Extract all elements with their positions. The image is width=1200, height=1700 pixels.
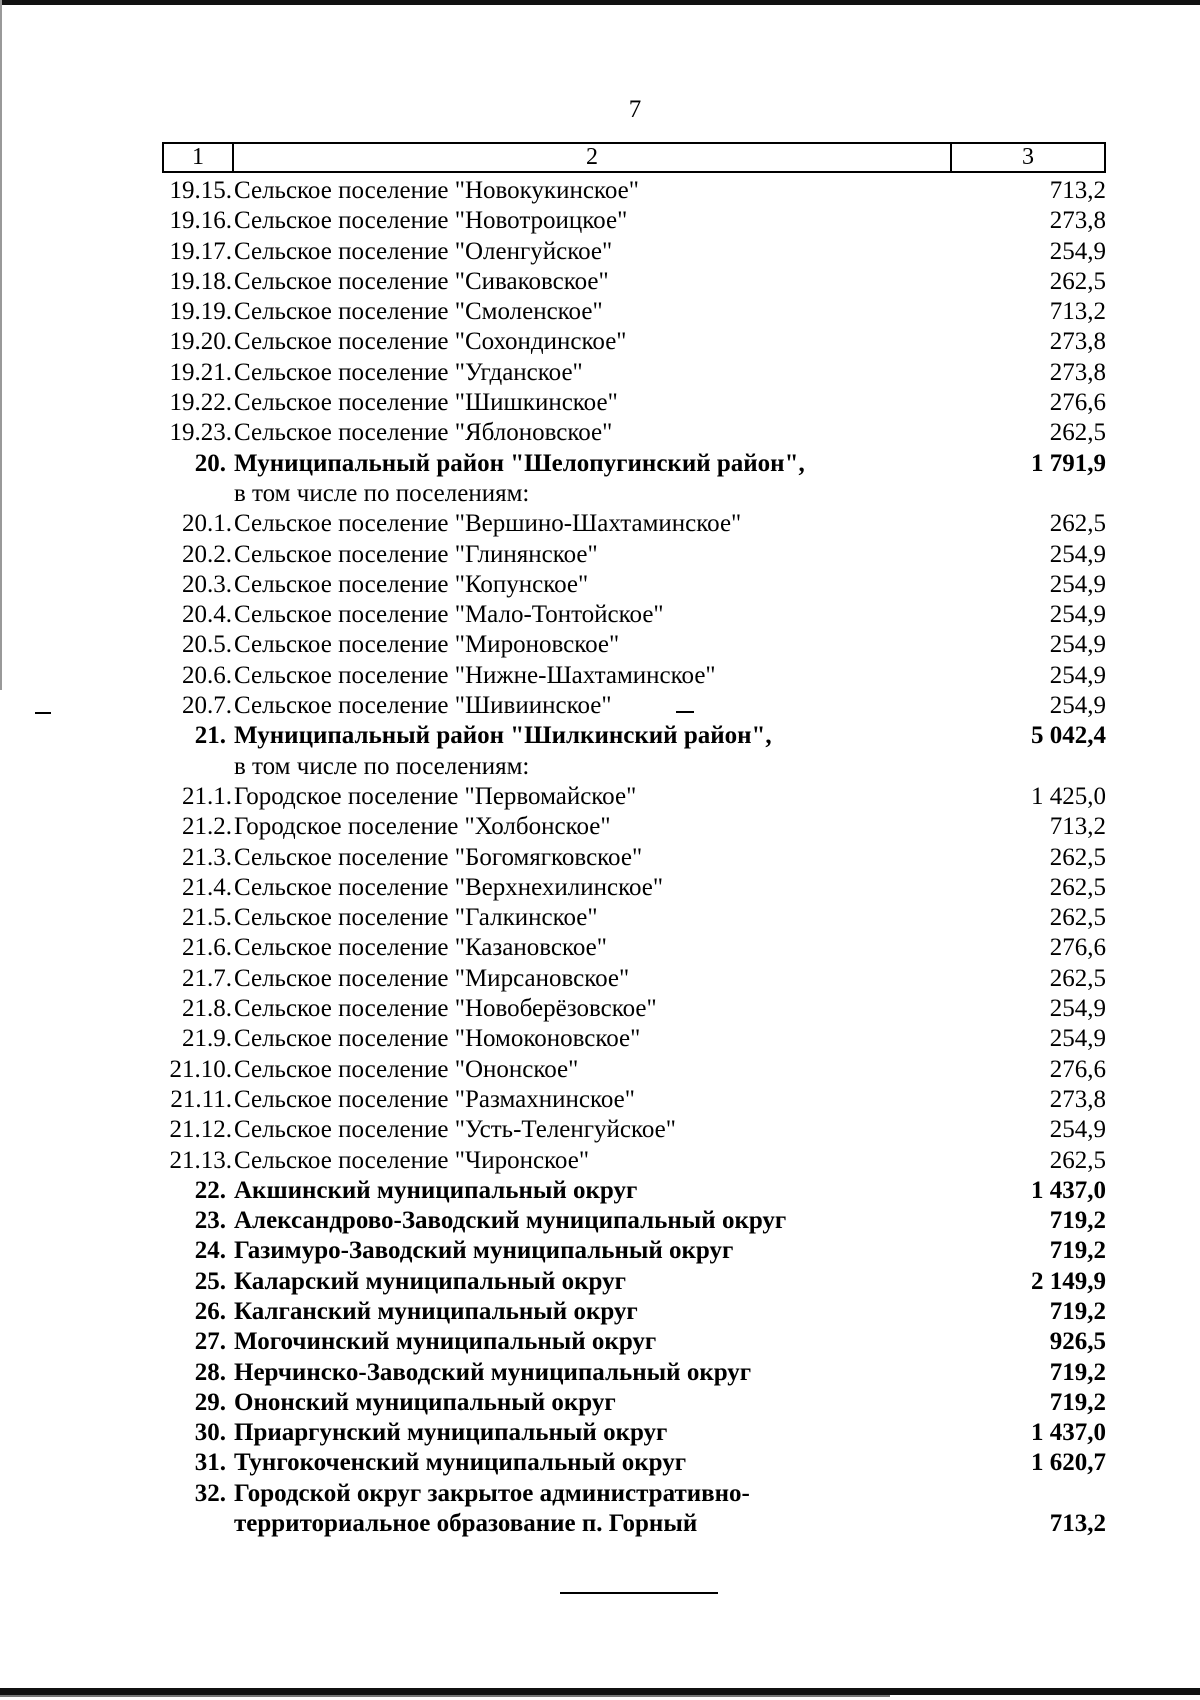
row-number: 20.2. (182, 540, 232, 568)
end-separator-line (560, 1592, 718, 1594)
table-row (162, 843, 1106, 873)
row-number: 21.1. (182, 782, 232, 810)
row-name: Газимуро-Заводский муниципальный округ (234, 1237, 734, 1265)
page-number: 7 (628, 96, 642, 123)
row-value: 926,5 (1049, 1328, 1106, 1356)
table-row (162, 903, 1106, 933)
row-value: 254,9 (1049, 570, 1106, 598)
row-value: 262,5 (1049, 964, 1106, 992)
row-value: 262,5 (1049, 873, 1106, 901)
table-row (162, 1176, 1106, 1206)
row-name: Сельское поселение "Шивиинское" (234, 692, 612, 720)
row-value: 1 437,0 (1031, 1176, 1106, 1204)
row-value: 1 791,9 (1031, 449, 1106, 477)
table-row (162, 509, 1106, 539)
table-row (162, 1146, 1106, 1176)
row-name: в том числе по поселениям: (234, 752, 530, 780)
row-value: 2 149,9 (1031, 1267, 1106, 1295)
table-row (162, 479, 1106, 509)
row-name: Могочинский муниципальный округ (234, 1328, 657, 1356)
table-row (162, 782, 1106, 812)
scan-edge-left (0, 0, 2, 690)
scan-edge-top (0, 0, 1200, 5)
row-name: Приаргунский муниципальный округ (234, 1419, 668, 1447)
row-value: 254,9 (1049, 1025, 1106, 1053)
row-number: 25. (194, 1267, 226, 1295)
row-name: Сельское поселение "Богомягковское" (234, 843, 643, 871)
row-value: 254,9 (1049, 601, 1106, 629)
row-name: Сельское поселение "Нижне-Шахтаминское" (234, 661, 716, 689)
table-row (162, 206, 1106, 236)
table-row (162, 1388, 1106, 1418)
row-number: 19.15. (169, 177, 232, 204)
row-number: 19.18. (169, 267, 232, 295)
row-value: 1 620,7 (1031, 1449, 1106, 1477)
row-number: 19.20. (169, 328, 232, 356)
header-col-2: 2 (234, 144, 952, 171)
row-value: 719,2 (1049, 1297, 1106, 1325)
row-number: 21.13. (169, 1146, 232, 1174)
scan-edge-bottom (0, 1688, 1200, 1695)
table-row (162, 297, 1106, 327)
row-name: Сельское поселение "Шишкинское" (234, 389, 618, 417)
table-row (162, 1085, 1106, 1115)
table-row (162, 1509, 1106, 1539)
row-value: 713,2 (1049, 1510, 1106, 1538)
row-name: Акшинский муниципальный округ (234, 1176, 638, 1204)
row-name: Ононский муниципальный округ (234, 1388, 616, 1416)
row-name: Каларский муниципальный округ (234, 1267, 626, 1295)
row-value: 254,9 (1049, 237, 1106, 265)
table-row (162, 327, 1106, 357)
table-row (162, 1297, 1106, 1327)
row-value: 719,2 (1049, 1207, 1106, 1235)
table-row (162, 237, 1106, 267)
row-name: Сельское поселение "Оленгуйское" (234, 237, 613, 265)
header-col-3: 3 (1022, 144, 1034, 170)
row-number: 21.8. (182, 995, 232, 1023)
row-name: Муниципальный район "Шилкинский район", (234, 722, 772, 750)
row-name: Сельское поселение "Верхнехилинское" (234, 873, 664, 901)
row-value: 273,8 (1049, 328, 1106, 356)
table-row (162, 933, 1106, 963)
row-number: 27. (194, 1328, 226, 1356)
scan-mark (35, 712, 51, 714)
row-number: 21.2. (182, 813, 232, 841)
table-row (162, 388, 1106, 418)
table-row (162, 1206, 1106, 1236)
row-number: 21.6. (182, 934, 232, 962)
row-number: 21.9. (182, 1025, 232, 1053)
table-row (162, 1418, 1106, 1448)
table-row (162, 873, 1106, 903)
row-name: Сельское поселение "Новотроицкое" (234, 207, 628, 235)
row-number: 24. (194, 1237, 226, 1265)
row-value: 262,5 (1049, 1146, 1106, 1174)
row-number: 23. (194, 1207, 226, 1235)
table-row (162, 1115, 1106, 1145)
row-number: 20.6. (182, 661, 232, 689)
row-value: 262,5 (1049, 510, 1106, 538)
row-value: 719,2 (1049, 1358, 1106, 1386)
row-value: 254,9 (1049, 661, 1106, 689)
scan-edge-bottom-shadow (0, 1695, 890, 1697)
row-name: Сельское поселение "Новоберёзовское" (234, 995, 657, 1023)
row-number: 21.12. (169, 1116, 232, 1144)
row-name: Муниципальный район "Шелопугинский район", (234, 449, 805, 477)
row-name: территориальное образование п. Горный (234, 1510, 698, 1538)
row-name: Нерчинско-Заводский муниципальный округ (234, 1358, 752, 1386)
row-value: 1 425,0 (1031, 782, 1106, 810)
row-number: 21.10. (169, 1055, 232, 1083)
table-row (162, 540, 1106, 570)
table-row (162, 1267, 1106, 1297)
row-name: Сельское поселение "Сохондинское" (234, 328, 627, 356)
row-name: Сельское поселение "Мироновское" (234, 631, 620, 659)
row-value: 276,6 (1049, 389, 1106, 417)
row-number: 26. (194, 1297, 226, 1325)
row-number: 19.21. (169, 358, 232, 386)
header-col-1: 1 (164, 144, 234, 171)
table-row (162, 1327, 1106, 1357)
row-number: 19.16. (169, 207, 232, 235)
row-number: 21. (194, 722, 226, 750)
row-name: Сельское поселение "Размахнинское" (234, 1085, 635, 1113)
row-name: Сельское поселение "Угданское" (234, 358, 583, 386)
row-number: 21.4. (182, 873, 232, 901)
row-number: 21.5. (182, 904, 232, 932)
row-number: 31. (194, 1449, 226, 1477)
row-name: Сельское поселение "Усть-Теленгуйское" (234, 1116, 676, 1144)
table-row (162, 1479, 1106, 1509)
row-name: Сельское поселение "Копунское" (234, 570, 589, 598)
row-value: 254,9 (1049, 631, 1106, 659)
table-row (162, 630, 1106, 660)
table-row (162, 176, 1106, 206)
table-row (162, 449, 1106, 479)
row-value: 254,9 (1049, 995, 1106, 1023)
row-name: Сельское поселение "Номоконовское" (234, 1025, 641, 1053)
table-row (162, 418, 1106, 448)
row-value: 273,8 (1049, 358, 1106, 386)
row-number: 21.7. (182, 964, 232, 992)
row-value: 262,5 (1049, 904, 1106, 932)
table-row (162, 964, 1106, 994)
row-name: Александрово-Заводский муниципальный округ (234, 1207, 787, 1235)
row-name: Городское поселение "Первомайское" (234, 782, 637, 810)
table-row (162, 600, 1106, 630)
row-number: 20.3. (182, 570, 232, 598)
row-number: 20.4. (182, 601, 232, 629)
row-name: Сельское поселение "Ононское" (234, 1055, 579, 1083)
row-name: Тунгокоченский муниципальный округ (234, 1449, 687, 1477)
row-number: 19.19. (169, 298, 232, 326)
row-value: 713,2 (1049, 298, 1106, 326)
row-number: 20.5. (182, 631, 232, 659)
table-row (162, 1055, 1106, 1085)
table-row (162, 1236, 1106, 1266)
table-row (162, 1024, 1106, 1054)
row-number: 30. (194, 1419, 226, 1447)
table-header (162, 142, 1106, 173)
row-name: в том числе по поселениям: (234, 479, 530, 507)
row-name: Сельское поселение "Казановское" (234, 934, 607, 962)
row-name: Сельское поселение "Глинянское" (234, 540, 598, 568)
row-number: 21.3. (182, 843, 232, 871)
row-name: Сельское поселение "Смоленское" (234, 298, 603, 326)
row-number: 19.22. (169, 389, 232, 417)
row-name: Городское поселение "Холбонское" (234, 813, 611, 841)
row-value: 719,2 (1049, 1237, 1106, 1265)
table-row (162, 1448, 1106, 1478)
table-row (162, 661, 1106, 691)
table-row (162, 752, 1106, 782)
row-value: 262,5 (1049, 843, 1106, 871)
row-name: Сельское поселение "Мирсановское" (234, 964, 630, 992)
row-value: 276,6 (1049, 1055, 1106, 1083)
row-number: 20.1. (182, 510, 232, 538)
table-row (162, 1358, 1106, 1388)
table-row (162, 267, 1106, 297)
row-value: 1 437,0 (1031, 1419, 1106, 1447)
table-row (162, 812, 1106, 842)
row-value: 276,6 (1049, 934, 1106, 962)
row-value: 262,5 (1049, 419, 1106, 447)
row-number: 21.11. (170, 1085, 232, 1113)
row-value: 273,8 (1049, 1085, 1106, 1113)
table-row (162, 358, 1106, 388)
row-value: 719,2 (1049, 1388, 1106, 1416)
row-value: 262,5 (1049, 267, 1106, 295)
table-body (162, 176, 1106, 1539)
row-value: 273,8 (1049, 207, 1106, 235)
row-number: 29. (194, 1388, 226, 1416)
row-value: 254,9 (1049, 1116, 1106, 1144)
row-name: Калганский муниципальный округ (234, 1297, 638, 1325)
table-row (162, 570, 1106, 600)
row-name: Городской округ закрытое административно- (234, 1479, 750, 1507)
table-row (162, 994, 1106, 1024)
row-number: 32. (194, 1479, 226, 1507)
row-name: Сельское поселение "Мало-Тонтойское" (234, 601, 664, 629)
row-number: 20. (194, 449, 226, 477)
row-value: 254,9 (1049, 692, 1106, 720)
row-number: 22. (194, 1176, 226, 1204)
row-number: 20.7. (182, 692, 232, 720)
row-name: Сельское поселение "Чиронское" (234, 1146, 590, 1174)
row-name: Сельское поселение "Сиваковское" (234, 267, 609, 295)
row-value: 713,2 (1049, 813, 1106, 841)
row-value: 254,9 (1049, 540, 1106, 568)
table-row (162, 721, 1106, 751)
row-name: Сельское поселение "Галкинское" (234, 904, 598, 932)
row-name: Сельское поселение "Яблоновское" (234, 419, 613, 447)
table-row (162, 691, 1106, 721)
row-value: 713,2 (1049, 177, 1106, 204)
row-name: Сельское поселение "Новокукинское" (234, 177, 639, 204)
row-number: 19.23. (169, 419, 232, 447)
row-name: Сельское поселение "Вершино-Шахтаминское" (234, 510, 742, 538)
row-number: 19.17. (169, 237, 232, 265)
row-number: 28. (194, 1358, 226, 1386)
row-value: 5 042,4 (1031, 722, 1106, 750)
